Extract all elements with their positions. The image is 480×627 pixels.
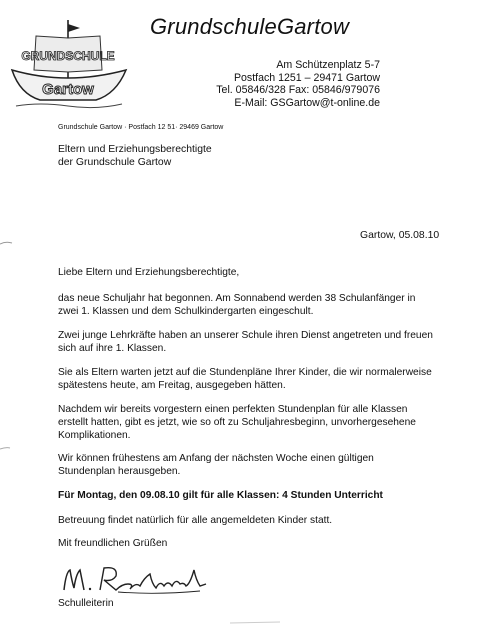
salutation-text: Liebe Eltern und Erziehungsberechtigte, xyxy=(58,267,240,278)
paragraph-line: Zwei junge Lehrkräfte haben an unserer Schule ihren Dienst angetreten und freuen xyxy=(58,330,433,341)
punch-mark xyxy=(0,446,12,452)
address-email: E-Mail: GSGartow@t-online.de xyxy=(234,96,380,109)
paragraph-line: sich auf ihre 1. Klassen. xyxy=(58,343,167,355)
logo-bottom-text: Gartow xyxy=(42,81,94,98)
bold-notice xyxy=(58,489,443,502)
bold-notice-text: Für Montag, den 09.08.10 gilt für alle Klassen: 4 Stunden Unterricht xyxy=(58,490,383,501)
paragraph xyxy=(58,292,443,318)
paragraph-line: Komplikationen. xyxy=(58,430,131,442)
recipient-line: Eltern und Erziehungsberechtigte xyxy=(58,144,212,155)
paragraph xyxy=(58,452,443,478)
paragraph xyxy=(58,366,443,392)
care-note-text: Betreuung findet natürlich für alle angemeldeten Kinder statt. xyxy=(58,515,333,526)
paragraph-line: Stundenplan herausgeben. xyxy=(58,466,181,478)
scan-edge-mark xyxy=(230,620,280,625)
paragraph-line: zwei 1. Klassen und dem Schulkindergarten eingeschult. xyxy=(58,306,314,318)
paragraph-line: Wir können frühestens am Anfang der nächsten Woche einen gültigen xyxy=(58,453,374,464)
paragraph xyxy=(58,403,443,443)
school-name: GrundschuleGartow xyxy=(150,14,350,39)
recipient-line: der Grundschule Gartow xyxy=(58,157,172,169)
logo-top-text: GRUNDSCHULE xyxy=(21,49,115,63)
paragraph-line: das neue Schuljahr hat begonnen. Am Sonnabend werden 38 Schulanfänger in xyxy=(58,293,416,304)
closing xyxy=(58,537,443,550)
closing-text: Mit freundlichen Grüßen xyxy=(58,538,168,549)
punch-mark xyxy=(0,240,14,248)
school-address xyxy=(200,59,380,109)
paragraph xyxy=(58,329,443,355)
address-street: Am Schützenplatz 5-7 xyxy=(276,59,380,71)
paragraph-line: Nachdem wir bereits vorgestern einen perfekten Stundenplan für alle Klassen xyxy=(58,404,408,415)
handwritten-signature xyxy=(60,562,210,596)
paragraph-line: spätestens heute, am Freitag, ausgegeben hätten. xyxy=(58,380,286,392)
care-note xyxy=(58,514,443,527)
recipient-block xyxy=(58,143,212,170)
sender-return-line: Grundschule Gartow · Postfach 12 51· 29469 Gartow xyxy=(58,124,224,131)
date-line: Gartow, 05.08.10 xyxy=(360,230,440,241)
address-postbox: Postfach 1251 – 29471 Gartow xyxy=(233,71,380,84)
school-logo xyxy=(10,18,128,110)
signer-title: Schulleiterin xyxy=(58,598,114,609)
paragraph-line: erstellt hatten, gibt es jetzt, wie so oft zu Schuljahresbeginn, unvorhergesehene xyxy=(58,417,416,429)
salutation xyxy=(58,266,443,279)
paragraph-line: Sie als Eltern warten jetzt auf die Stundenpläne Ihrer Kinder, die wir normalerweise xyxy=(58,367,432,378)
address-phone: Tel. 05846/328 Fax: 05846/979076 xyxy=(216,84,380,97)
